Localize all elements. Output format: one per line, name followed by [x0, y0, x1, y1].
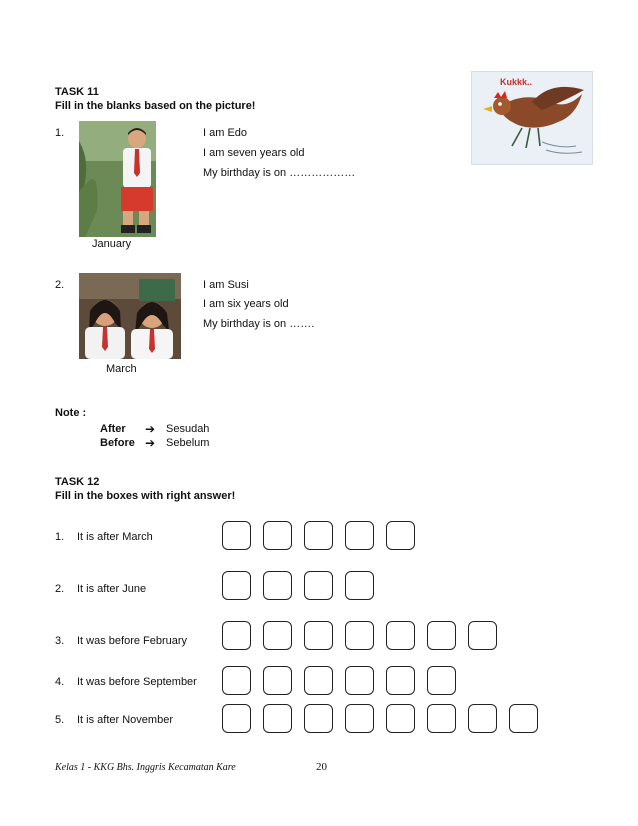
answer-letter-box[interactable]: [509, 704, 538, 733]
answer-letter-box[interactable]: [345, 521, 374, 550]
arrow-right-icon: ➔: [145, 436, 156, 450]
task12-item-3-text: It was before February: [77, 635, 188, 647]
boy-photo: [79, 121, 156, 237]
task11-item-1-number: 1.: [55, 127, 65, 139]
footer-course: Kelas 1 - KKG Bhs. Inggris Kecamatan Kare: [55, 762, 236, 773]
answer-letter-box[interactable]: [427, 666, 456, 695]
boy-caption: January: [92, 238, 132, 250]
task11-item-1-line-3: My birthday is on ………………: [203, 167, 356, 179]
answer-letter-box[interactable]: [304, 666, 333, 695]
answer-letter-box[interactable]: [222, 571, 251, 600]
answer-boxes: [222, 571, 374, 600]
task11-title: TASK 11: [55, 86, 99, 98]
task11-item-2-line-2: I am six years old: [203, 298, 289, 310]
answer-letter-box[interactable]: [345, 621, 374, 650]
answer-letter-box[interactable]: [304, 571, 333, 600]
task11-item-1-line-2: I am seven years old: [203, 147, 305, 159]
task12-item-2-text: It is after June: [77, 583, 147, 595]
answer-letter-box[interactable]: [222, 621, 251, 650]
task12-instruction: Fill in the boxes with right answer!: [55, 490, 236, 502]
answer-letter-box[interactable]: [345, 571, 374, 600]
task12-item-3-number: 3.: [55, 635, 65, 647]
girls-photo: [79, 273, 181, 359]
answer-letter-box[interactable]: [386, 704, 415, 733]
task12-item-5-text: It is after November: [77, 714, 173, 726]
page-number: 20: [316, 761, 327, 773]
task12-item-1-text: It is after March: [77, 531, 153, 543]
note-after-id: Sesudah: [166, 423, 210, 435]
task12-item-5-number: 5.: [55, 714, 65, 726]
answer-letter-box[interactable]: [263, 571, 292, 600]
answer-letter-box[interactable]: [386, 621, 415, 650]
note-before-en: Before: [100, 437, 135, 449]
answer-letter-box[interactable]: [222, 666, 251, 695]
answer-letter-box[interactable]: [468, 621, 497, 650]
note-after-en: After: [100, 423, 126, 435]
answer-letter-box[interactable]: [263, 621, 292, 650]
answer-letter-box[interactable]: [345, 666, 374, 695]
task12-item-2-number: 2.: [55, 583, 65, 595]
answer-boxes: [222, 666, 456, 695]
answer-letter-box[interactable]: [222, 521, 251, 550]
task12-title: TASK 12: [55, 476, 100, 488]
task12-item-4-number: 4.: [55, 676, 65, 688]
answer-boxes: [222, 621, 497, 650]
answer-letter-box[interactable]: [222, 704, 251, 733]
task11-item-2-line-1: I am Susi: [203, 279, 249, 291]
bird-sound-text: Kukkk..: [500, 77, 533, 87]
note-before-id: Sebelum: [166, 437, 210, 449]
task11-item-2-line-3: My birthday is on …….: [203, 318, 315, 330]
answer-letter-box[interactable]: [304, 521, 333, 550]
task12-item-4-text: It was before September: [77, 676, 197, 688]
girls-photo-image: [79, 273, 181, 359]
answer-letter-box[interactable]: [427, 704, 456, 733]
answer-letter-box[interactable]: [386, 521, 415, 550]
answer-letter-box[interactable]: [304, 704, 333, 733]
answer-letter-box[interactable]: [427, 621, 456, 650]
task11-instruction: Fill in the blanks based on the picture!: [55, 100, 256, 112]
note-label: Note :: [55, 407, 87, 419]
task11-item-1-line-1: I am Edo: [203, 127, 248, 139]
boy-photo-image: [79, 121, 156, 237]
task12-item-1-number: 1.: [55, 531, 65, 543]
answer-letter-box[interactable]: [345, 704, 374, 733]
answer-letter-box[interactable]: [263, 521, 292, 550]
answer-letter-box[interactable]: [263, 666, 292, 695]
rooster-illustration: [471, 71, 593, 165]
answer-letter-box[interactable]: [304, 621, 333, 650]
arrow-right-icon: ➔: [145, 422, 156, 436]
answer-boxes: [222, 704, 538, 733]
rooster-icon: [472, 72, 592, 164]
answer-boxes: [222, 521, 415, 550]
answer-letter-box[interactable]: [468, 704, 497, 733]
task11-item-2-number: 2.: [55, 279, 65, 291]
answer-letter-box[interactable]: [386, 666, 415, 695]
answer-letter-box[interactable]: [263, 704, 292, 733]
girls-caption: March: [106, 363, 137, 375]
